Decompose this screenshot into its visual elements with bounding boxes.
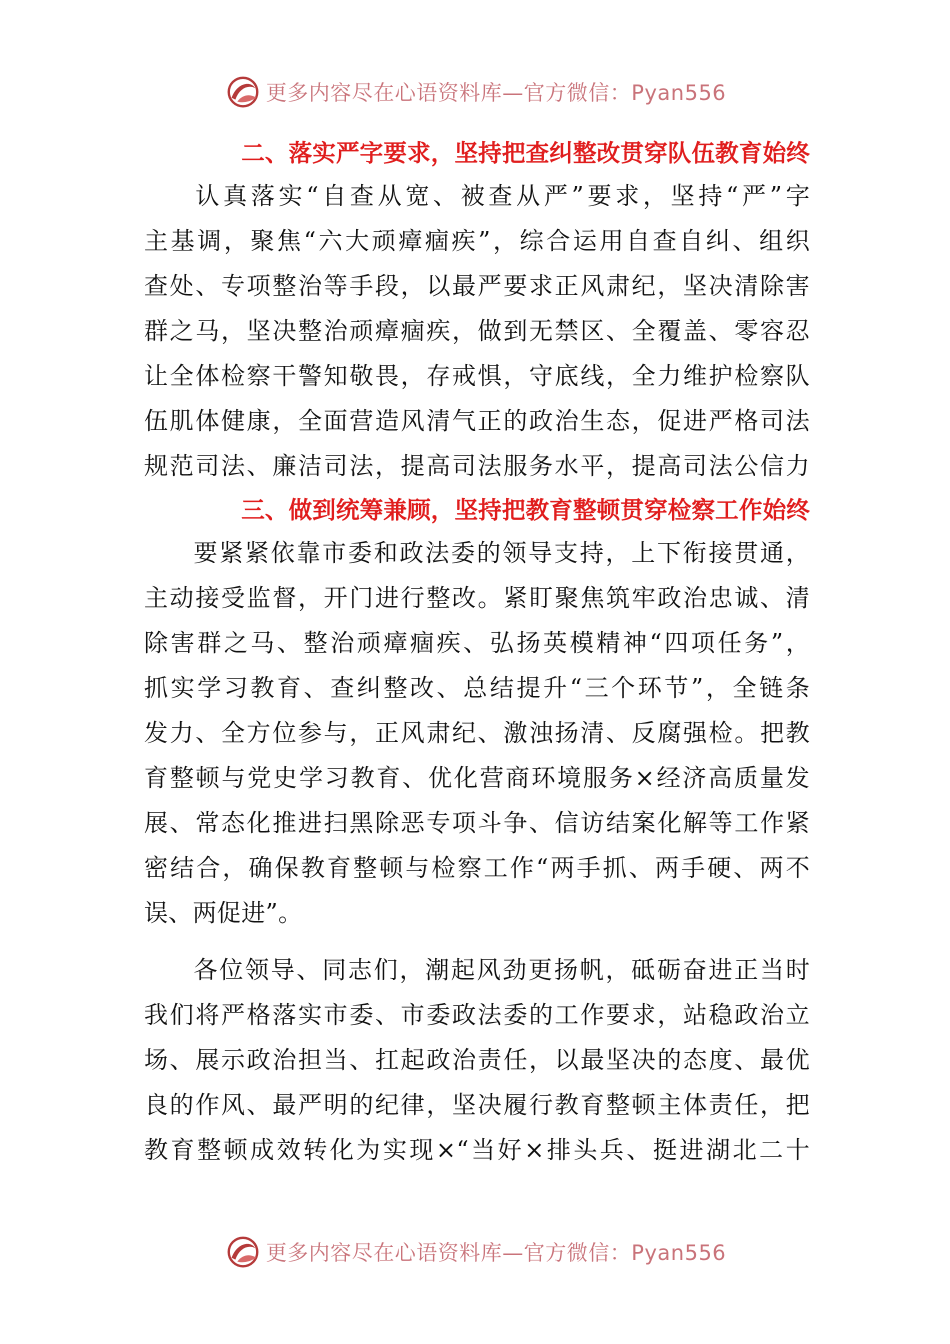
paragraph-line: 各位领导、同志们，潮起风劲更扬帆，砥砺奋进正当时 — [192, 956, 810, 984]
header-watermark — [0, 72, 950, 112]
paragraph-line: 育整顿与党史学习教育、优化营商环境服务×经济高质量发 — [144, 764, 810, 792]
paragraph-line: 主基调，聚焦“六大顽瘴痼疾”，综合运用自查自纠、组织 — [144, 227, 810, 255]
paragraph-line: 展、常态化推进扫黑除恶专项斗争、信访结案化解等工作紧 — [144, 809, 810, 837]
paragraph-line: 场、展示政治担当、扛起政治责任，以最坚决的态度、最优 — [144, 1046, 810, 1074]
paragraph-line: 我们将严格落实市委、市委政法委的工作要求，站稳政治立 — [144, 1001, 810, 1029]
paragraph-line: 认真落实“自查从宽、被查从严”要求，坚持“严”字 — [192, 182, 810, 210]
paragraph-line: 抓实学习教育、查纠整改、总结提升“三个环节”，全链条 — [144, 674, 810, 702]
closing-paragraph — [144, 948, 810, 1173]
paragraph-line: 要紧紧依靠市委和政法委的领导支持，上下衔接贯通， — [192, 539, 810, 567]
section-2-paragraph — [144, 174, 810, 489]
paragraph-line: 除害群之马、整治顽瘴痼疾、弘扬英模精神“四项任务”， — [144, 629, 810, 657]
document-body — [144, 132, 810, 1173]
footer-watermark — [0, 1232, 950, 1272]
watermark-text: 更多内容尽在心语资料库—官方微信：Pyan556 — [265, 1241, 727, 1265]
paragraph-line: 规范司法、廉洁司法，提高司法服务水平，提高司法公信力 — [144, 452, 810, 480]
paragraph-line: 发力、全方位参与，正风肃纪、激浊扬清、反腐强检。把教 — [144, 719, 810, 747]
paragraph-line: 教育整顿成效转化为实现×“当好×排头兵、挺进湖北二十 — [144, 1136, 810, 1164]
paragraph-line: 密结合，确保教育整顿与检察工作“两手抓、两手硬、两不 — [144, 854, 810, 882]
paragraph-line: 伍肌体健康，全面营造风清气正的政治生态，促进严格司法 — [144, 407, 810, 435]
paragraph-line: 主动接受监督，开门进行整改。紧盯聚焦筑牢政治忠诚、清 — [144, 584, 810, 612]
section-heading-2: 二、落实严字要求，坚持把查纠整改贯穿队伍教育始终 — [241, 139, 810, 167]
watermark-text: 更多内容尽在心语资料库—官方微信：Pyan556 — [265, 81, 727, 105]
swirl-logo-icon — [224, 73, 262, 111]
paragraph-line: 群之马，坚决整治顽瘴痼疾，做到无禁区、全覆盖、零容忍 — [144, 317, 810, 345]
section-heading-3: 三、做到统筹兼顾，坚持把教育整顿贯穿检察工作始终 — [241, 496, 810, 524]
paragraph-line: 误、两促进”。 — [144, 899, 303, 927]
paragraph-line: 良的作风、最严明的纪律，坚决履行教育整顿主体责任，把 — [144, 1091, 810, 1119]
paragraph-line: 让全体检察干警知敬畏，存戒惧，守底线，全力维护检察队 — [144, 362, 810, 390]
swirl-logo-icon — [224, 1233, 262, 1271]
section-3-paragraph — [144, 531, 810, 936]
paragraph-line: 查处、专项整治等手段，以最严要求正风肃纪，坚决清除害 — [144, 272, 810, 300]
